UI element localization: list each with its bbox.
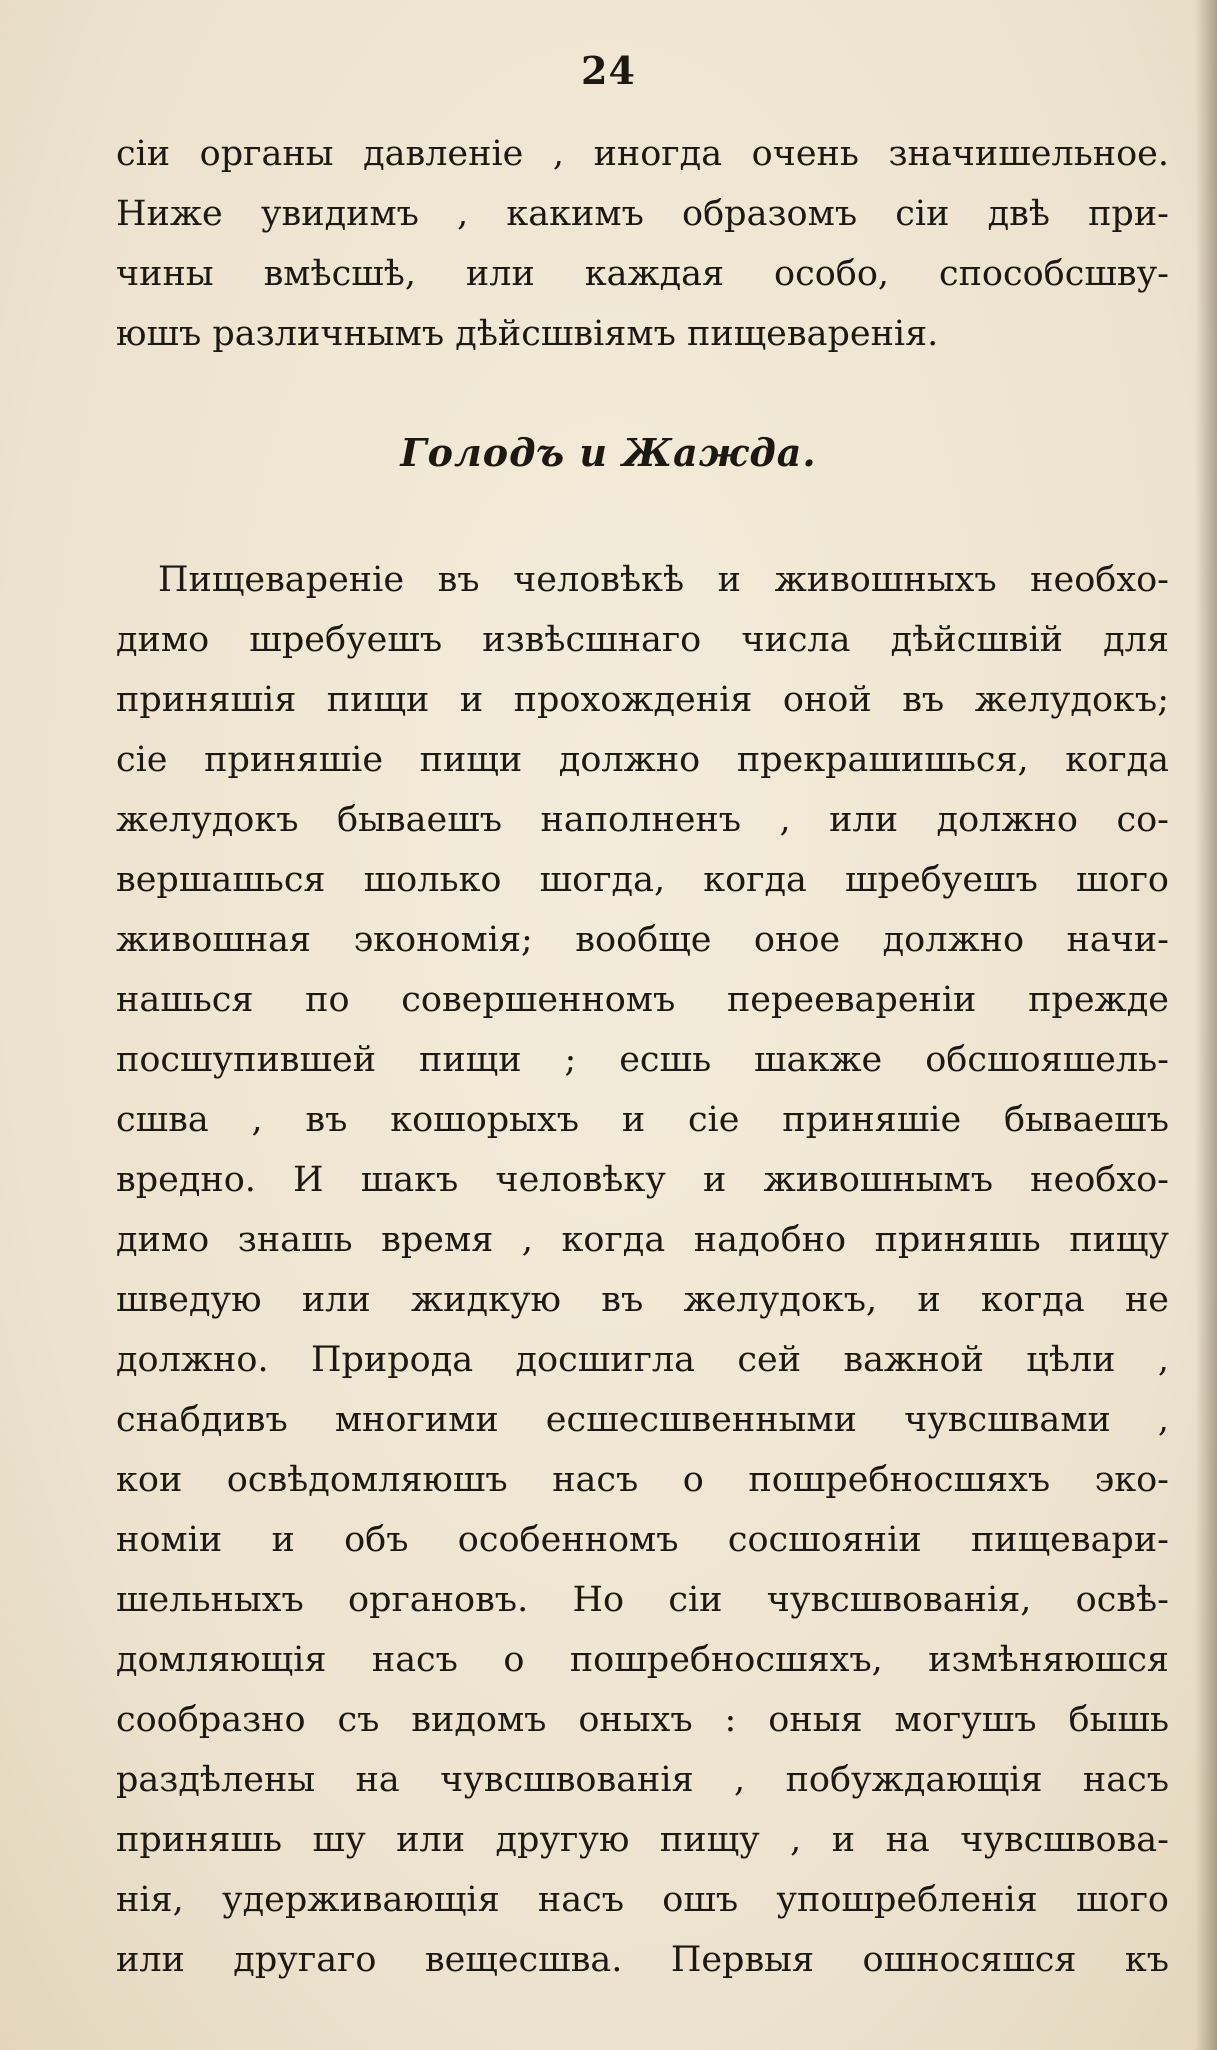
text-line: сіе приняшіе пищи должно прекрашишься, когда — [116, 740, 1169, 780]
text-line: желудокъ бываешъ наполненъ , или должно со- — [116, 800, 1169, 840]
text-line: кои освѣдомляюшъ насъ о пошребносшяхъ эко- — [116, 1460, 1169, 1500]
text-line: сшва , въ кошорыхъ и сіе приняшіе бываешъ — [116, 1100, 1169, 1140]
text-line: Ниже увидимъ , какимъ образомъ сіи двѣ при- — [116, 194, 1169, 234]
text-line: юшъ различнымъ дѣйсшвіямъ пищеваренія. — [116, 314, 939, 354]
text-line: снабдивъ многими есшесшвенными чувсшвами , — [116, 1400, 1169, 1440]
text-line: приняшія пищи и прохожденія оной въ желудокъ; — [116, 680, 1169, 720]
text-line: вредно. И шакъ человѣку и живошнымъ необхо- — [116, 1160, 1169, 1200]
text-line: чины вмѣсшѣ, или каждая особо, способсшву- — [116, 254, 1169, 294]
text-line: или другаго вещесшва. Первыя ошносяшся къ — [116, 1940, 1169, 1980]
text-line: сообразно съ видомъ оныхъ : оныя могушъ бышь — [116, 1700, 1169, 1740]
text-line: димо знашь время , когда надобно приняшь пищу — [116, 1220, 1169, 1260]
text-line: нашься по совершенномъ переевареніи прежде — [116, 980, 1169, 1020]
section-heading: Голодъ и Жажда. — [400, 430, 817, 475]
text-line: димо шребуешъ извѣсшнаго числа дѣйсшвій для — [116, 620, 1169, 660]
text-line: приняшь шу или другую пищу , и на чувсшвова- — [116, 1820, 1169, 1860]
page-edge-shadow — [1195, 0, 1217, 2050]
text-line: шведую или жидкую въ желудокъ, и когда не — [116, 1280, 1169, 1320]
text-line: домляющія насъ о пошребносшяхъ, измѣняюшся — [116, 1640, 1169, 1680]
paragraph-continued — [116, 124, 1169, 364]
text-line: Пищевареніе въ человѣкѣ и живошныхъ необхо- — [158, 560, 1169, 600]
text-line: вершашься шолько шогда, когда шребуешъ шого — [116, 860, 1169, 900]
text-line: должно. Природа досшигла сей важной цѣли , — [116, 1340, 1169, 1380]
text-line: нія, удерживающія насъ ошъ упошребленія шого — [116, 1880, 1169, 1920]
text-line: шельныхъ органовъ. Но сіи чувсшвованія, освѣ- — [116, 1580, 1169, 1620]
page-number: 24 — [581, 48, 636, 93]
text-line: посшупившей пищи ; есшь шакже обсшояшель- — [116, 1040, 1169, 1080]
text-line: сіи органы давленіе , иногда очень значишельное. — [116, 134, 1169, 174]
text-line: номіи и объ особенномъ сосшояніи пищевари- — [116, 1520, 1169, 1560]
paragraph-main — [116, 550, 1169, 1990]
text-line: живошная экономія; вообще оное должно начи- — [116, 920, 1169, 960]
text-line: раздѣлены на чувсшвованія , побуждающія насъ — [116, 1760, 1169, 1800]
